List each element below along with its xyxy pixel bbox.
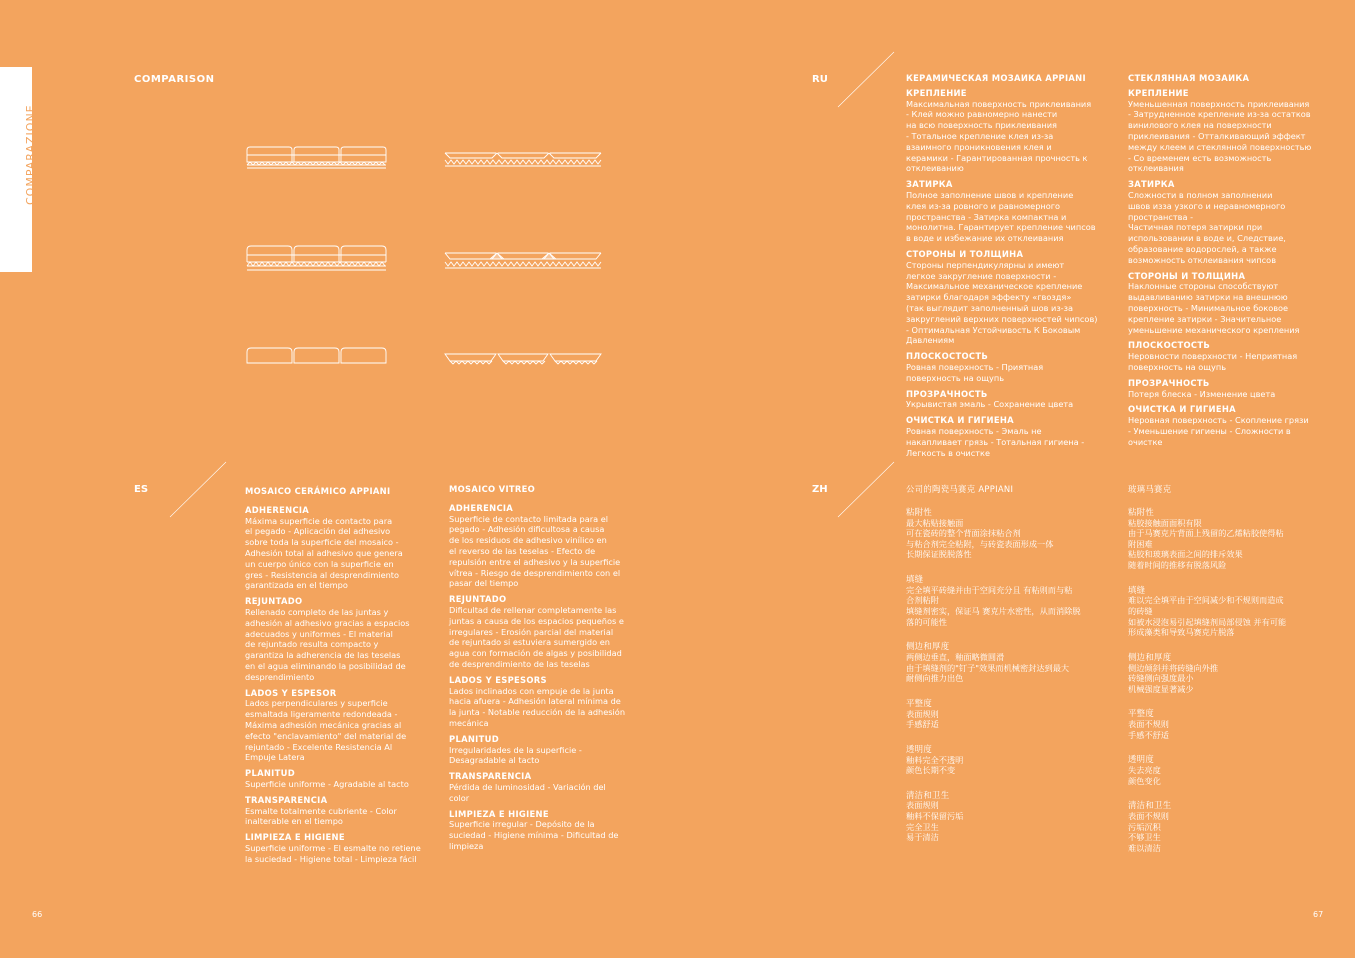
section-heading: REJUNTADO	[449, 594, 507, 605]
column-title: MOSAICO CERÁMICO APPIANI	[245, 486, 391, 496]
section-heading: ADHERENCIA	[449, 502, 514, 513]
section-heading: ПЛОСКОСТОСТЬ	[906, 351, 989, 362]
section-heading: REJUNTADO	[245, 596, 303, 607]
section-body: 失去亮度 颜色变化	[1128, 765, 1161, 786]
section-heading: ОЧИСТКА И ГИГИЕНА	[1128, 404, 1236, 415]
section-body: 釉料完全不透明 颜色长期不变	[906, 754, 964, 776]
section-body: 难以完全填平由于空间减少和不规则而造成 的砖缝 如被水浸泡易引起填缝剂局部侵蚀 并有可能 形成藻类和导致马赛克片脱落	[1128, 595, 1287, 638]
section-heading: 清洁和卫生	[1128, 800, 1172, 811]
section-body: Esmalte totalmente cubriente - Color inalterable en el tiempo	[245, 805, 397, 827]
section-heading: 平整度	[1128, 708, 1155, 719]
section-heading: LADOS Y ESPESORS	[449, 674, 547, 685]
lang-code-es: ES	[134, 484, 149, 495]
section-body: Superficie uniforme - El esmalte no retiene la suciedad - Higiene total - Limpieza fácil	[245, 842, 421, 864]
section-heading: ЗАТИРКА	[906, 179, 953, 190]
section-body: 表面不规则 污垢沉积 不够卫生 难以清洁	[1128, 811, 1169, 853]
section-heading: 粘附性	[1128, 506, 1155, 517]
section-heading: СТОРОНЫ И ТОЛЩИНА	[1128, 270, 1246, 281]
section-body: Укрывистая эмаль - Сохранение цвета	[906, 399, 1074, 410]
glass-tiles-diagram-2	[444, 250, 604, 272]
section-body: Неровная поверхность - Скопление грязи - Уменьшение гигиены - Сложности в очистке	[1128, 415, 1309, 447]
section-body: Неровности поверхности - Неприятная поверхность на ощупь	[1128, 351, 1298, 372]
section-heading: КРЕПЛЕНИЕ	[906, 87, 967, 98]
column-title: 公司的陶瓷马赛克 APPIANI	[906, 484, 1014, 494]
lang-code-ru: RU	[812, 74, 828, 85]
section-body: 完全填平砖缝并由于空间充分且 有粘则而与粘 合剂粘附 填缝剂密实，保证马 赛克片水密性，从而消除脱 落的可能性	[906, 584, 1081, 627]
section-body: 表面不规则 手感不舒适	[1128, 719, 1169, 740]
section-body: 侧边倾斜并将砖缝向外推 砖缝侧向强度最小 机械强度显著减少	[1128, 662, 1219, 694]
section-heading: ЗАТИРКА	[1128, 179, 1175, 190]
section-body: Ровная поверхность - Приятная поверхность на ощупь	[906, 361, 1044, 383]
es-glass-column	[449, 484, 649, 857]
section-body: Максимальная поверхность приклеивания - Клей можно равномерно нанести на всю поверхность приклеивания - Тотальное крепление клея из-за взаимного проникновения клея и керамики - Гарантированная прочность к отклеиванию	[906, 98, 1092, 174]
section-body: Уменьшенная поверхность приклеивания - Затрудненное крепление из-за остатков винилового клея на поверхности приклеивания - Отталкивающий эффект между клеем и стеклянной поверхностью - Со временем есть возможность отклеивания	[1128, 98, 1312, 174]
ceramic-tiles-diagram-3	[246, 345, 386, 365]
section-body: 表面规则 手感舒适	[906, 708, 939, 730]
section-heading: КРЕПЛЕНИЕ	[1128, 87, 1189, 98]
glass-tiles-diagram-3	[444, 352, 604, 366]
glass-tiles-diagram-1	[444, 150, 604, 170]
column-title: СТЕКЛЯННАЯ МОЗАИКА	[1128, 73, 1250, 83]
page-title: COMPARISON	[134, 74, 215, 85]
column-title: MOSAICO VITREO	[449, 484, 536, 494]
section-heading: ПЛОСКОСТОСТЬ	[1128, 340, 1211, 351]
section-heading: PLANITUD	[449, 733, 499, 744]
section-body: Dificultad de rellenar completamente las juntas a causa de los espacios pequeños e irregulares - Erosión parcial del material de rejuntado si estuviera sumergido en agua con formación de algas y posibilidad de desprendimiento de las teselas	[449, 604, 624, 669]
section-heading: 填缝	[906, 573, 924, 584]
section-heading: 侧边和厚度	[1128, 651, 1172, 662]
section-body: Pérdida de luminosidad - Variación del color	[449, 781, 606, 803]
lang-code-zh: ZH	[812, 484, 828, 495]
section-body: Потеря блеска - Изменение цвета	[1128, 388, 1276, 399]
zh-ceramic-column	[906, 484, 1121, 857]
section-heading: 透明度	[906, 743, 933, 754]
section-heading: 粘附性	[906, 506, 933, 517]
section-heading: TRANSPARENCIA	[449, 771, 532, 782]
section-body: Irregularidades de la superficie - Desagradable al tacto	[449, 744, 582, 766]
section-body: Lados perpendiculares y superficie esmaltada ligeramente redondeada - Máxima adhesión mecánica gracias al efecto "enclavamiento" del material de rejuntado - Excelente Resistencia Al Empuje Latera	[245, 698, 407, 763]
section-heading: LIMPIEZA E HIGIENE	[245, 832, 345, 843]
section-heading: 透明度	[1128, 754, 1155, 765]
section-body: 表面规则 釉料不保留污垢 完全卫生 易于清洁	[906, 800, 964, 843]
section-heading: LADOS Y ESPESOR	[245, 687, 337, 698]
section-body: Superficie uniforme - Agradable al tacto	[245, 778, 409, 789]
page-number-left: 66	[32, 910, 43, 919]
section-body: Сложности в полном заполнении швов изза узкого и неравномерного пространства - Частичная потеря затирки при использовании в воде и, Следствие, образование водорослей, а также возможность отклеивания чипсов	[1128, 189, 1286, 265]
divider-line-es	[170, 462, 226, 517]
divider-line-zh	[838, 462, 894, 517]
section-body: Superficie irregular - Depósito de la suciedad - Higiene mínima - Dificultad de limpieza	[449, 819, 619, 851]
column-title: 玻璃马赛克	[1128, 484, 1172, 494]
section-body: Máxima superficie de contacto para el pegado - Aplicación del adhesivo sobre toda la superficie del mosaico - Adhesión total al adhesivo que genera un cuerpo único con la superficie en gres - Resistencia al desprendimiento garantizada en el tiempo	[245, 515, 403, 591]
section-heading: 清洁和卫生	[906, 789, 950, 800]
section-heading: ADHERENCIA	[245, 504, 310, 515]
section-body: Полное заполнение швов и крепление клея из-за ровного и равномерного пространства - Затирка компактна и монолитна. Гарантирует крепление чипсов в воде и избежание их отклеивания	[906, 189, 1096, 244]
section-heading: ОЧИСТКА И ГИГИЕНА	[906, 415, 1014, 426]
section-heading: LIMPIEZA E HIGIENE	[449, 808, 549, 819]
section-body: Наклонные стороны способствуют выдавливанию затирки на внешнюю поверхность - Минимальное боковое крепление затирки - Значительное уменьшение механического крепления	[1128, 281, 1300, 335]
divider-line-ru	[838, 52, 894, 107]
section-heading: 平整度	[906, 697, 933, 708]
section-heading: СТОРОНЫ И ТОЛЩИНА	[906, 248, 1024, 259]
section-body: Lados inclinados con empuje de la junta hacia afuera - Adhesión lateral mínima de la junta - Notable reducción de la adhesión mecánica	[449, 685, 626, 728]
section-body: 粘胶接触面面积有限 由于马赛克片背面上残留的乙烯粘胶使得粘 附困难 粘胶和玻璃表面之间的排斥效果 随着时间的推移有脱落风险	[1128, 517, 1284, 570]
section-body: Стороны перпендикулярны и имеют легкое закругление поверхности - Максимальное механическое крепление затирки благодаря эффекту «гвоздя» (так выглядит заполненный шов из-за закруглений верхних поверхностей чипсов) - Оптимальная Устойчивость К Боковым Давлениям	[906, 259, 1098, 346]
column-title: КЕРАМИЧЕСКАЯ МОЗАИКА APPIANI	[906, 73, 1086, 83]
ru-glass-column	[1128, 73, 1338, 453]
section-body: Rellenado completo de las juntas y adhesión al adhesivo gracias a espacios adecuados y uniformes - El material de rejuntado resulta compacto y garantiza la adherencia de las teselas en el agua eliminando la posibilidad de desprendimiento	[245, 606, 410, 682]
es-ceramic-column	[245, 486, 445, 870]
zh-glass-column	[1128, 484, 1338, 867]
section-body: 最大粘贴接触面 可在瓷砖的整个背面涂抹粘合剂 与粘合剂完全粘附，与砖瓷表面形成一体 长期保证脱脱落性	[906, 517, 1054, 560]
ceramic-tiles-diagram-2	[246, 244, 386, 272]
section-body: Superficie de contacto limitada para el pegado - Adhesión dificultosa a causa de los residuos de adhesivo vinílico en el reverso de las teselas - Efecto de repulsión entre el adhesivo y la superficie vítrea - Riesgo de desprendimiento con el pasar del tiempo	[449, 513, 621, 589]
section-heading: 侧边和厚度	[906, 641, 950, 652]
ceramic-tiles-diagram-1	[246, 145, 386, 171]
page-number-right: 67	[1313, 910, 1324, 919]
section-heading: ПРОЗРАЧНОСТЬ	[1128, 377, 1210, 388]
section-body: Ровная поверхность - Эмаль не накапливает грязь - Тотальная гигиена - Легкость в очистке	[906, 425, 1085, 458]
section-heading: PLANITUD	[245, 768, 295, 779]
side-tab-label: COMPARAZIONE	[24, 104, 37, 205]
section-heading: 填缝	[1128, 584, 1146, 595]
section-heading: TRANSPARENCIA	[245, 794, 328, 805]
section-heading: ПРОЗРАЧНОСТЬ	[906, 388, 988, 399]
ru-ceramic-column	[906, 73, 1121, 463]
section-body: 两侧边垂直，釉面略微圆滑 由于填缝剂的"钉子"效果而机械密封达到最大 耐侧向推力出色	[906, 651, 1070, 684]
